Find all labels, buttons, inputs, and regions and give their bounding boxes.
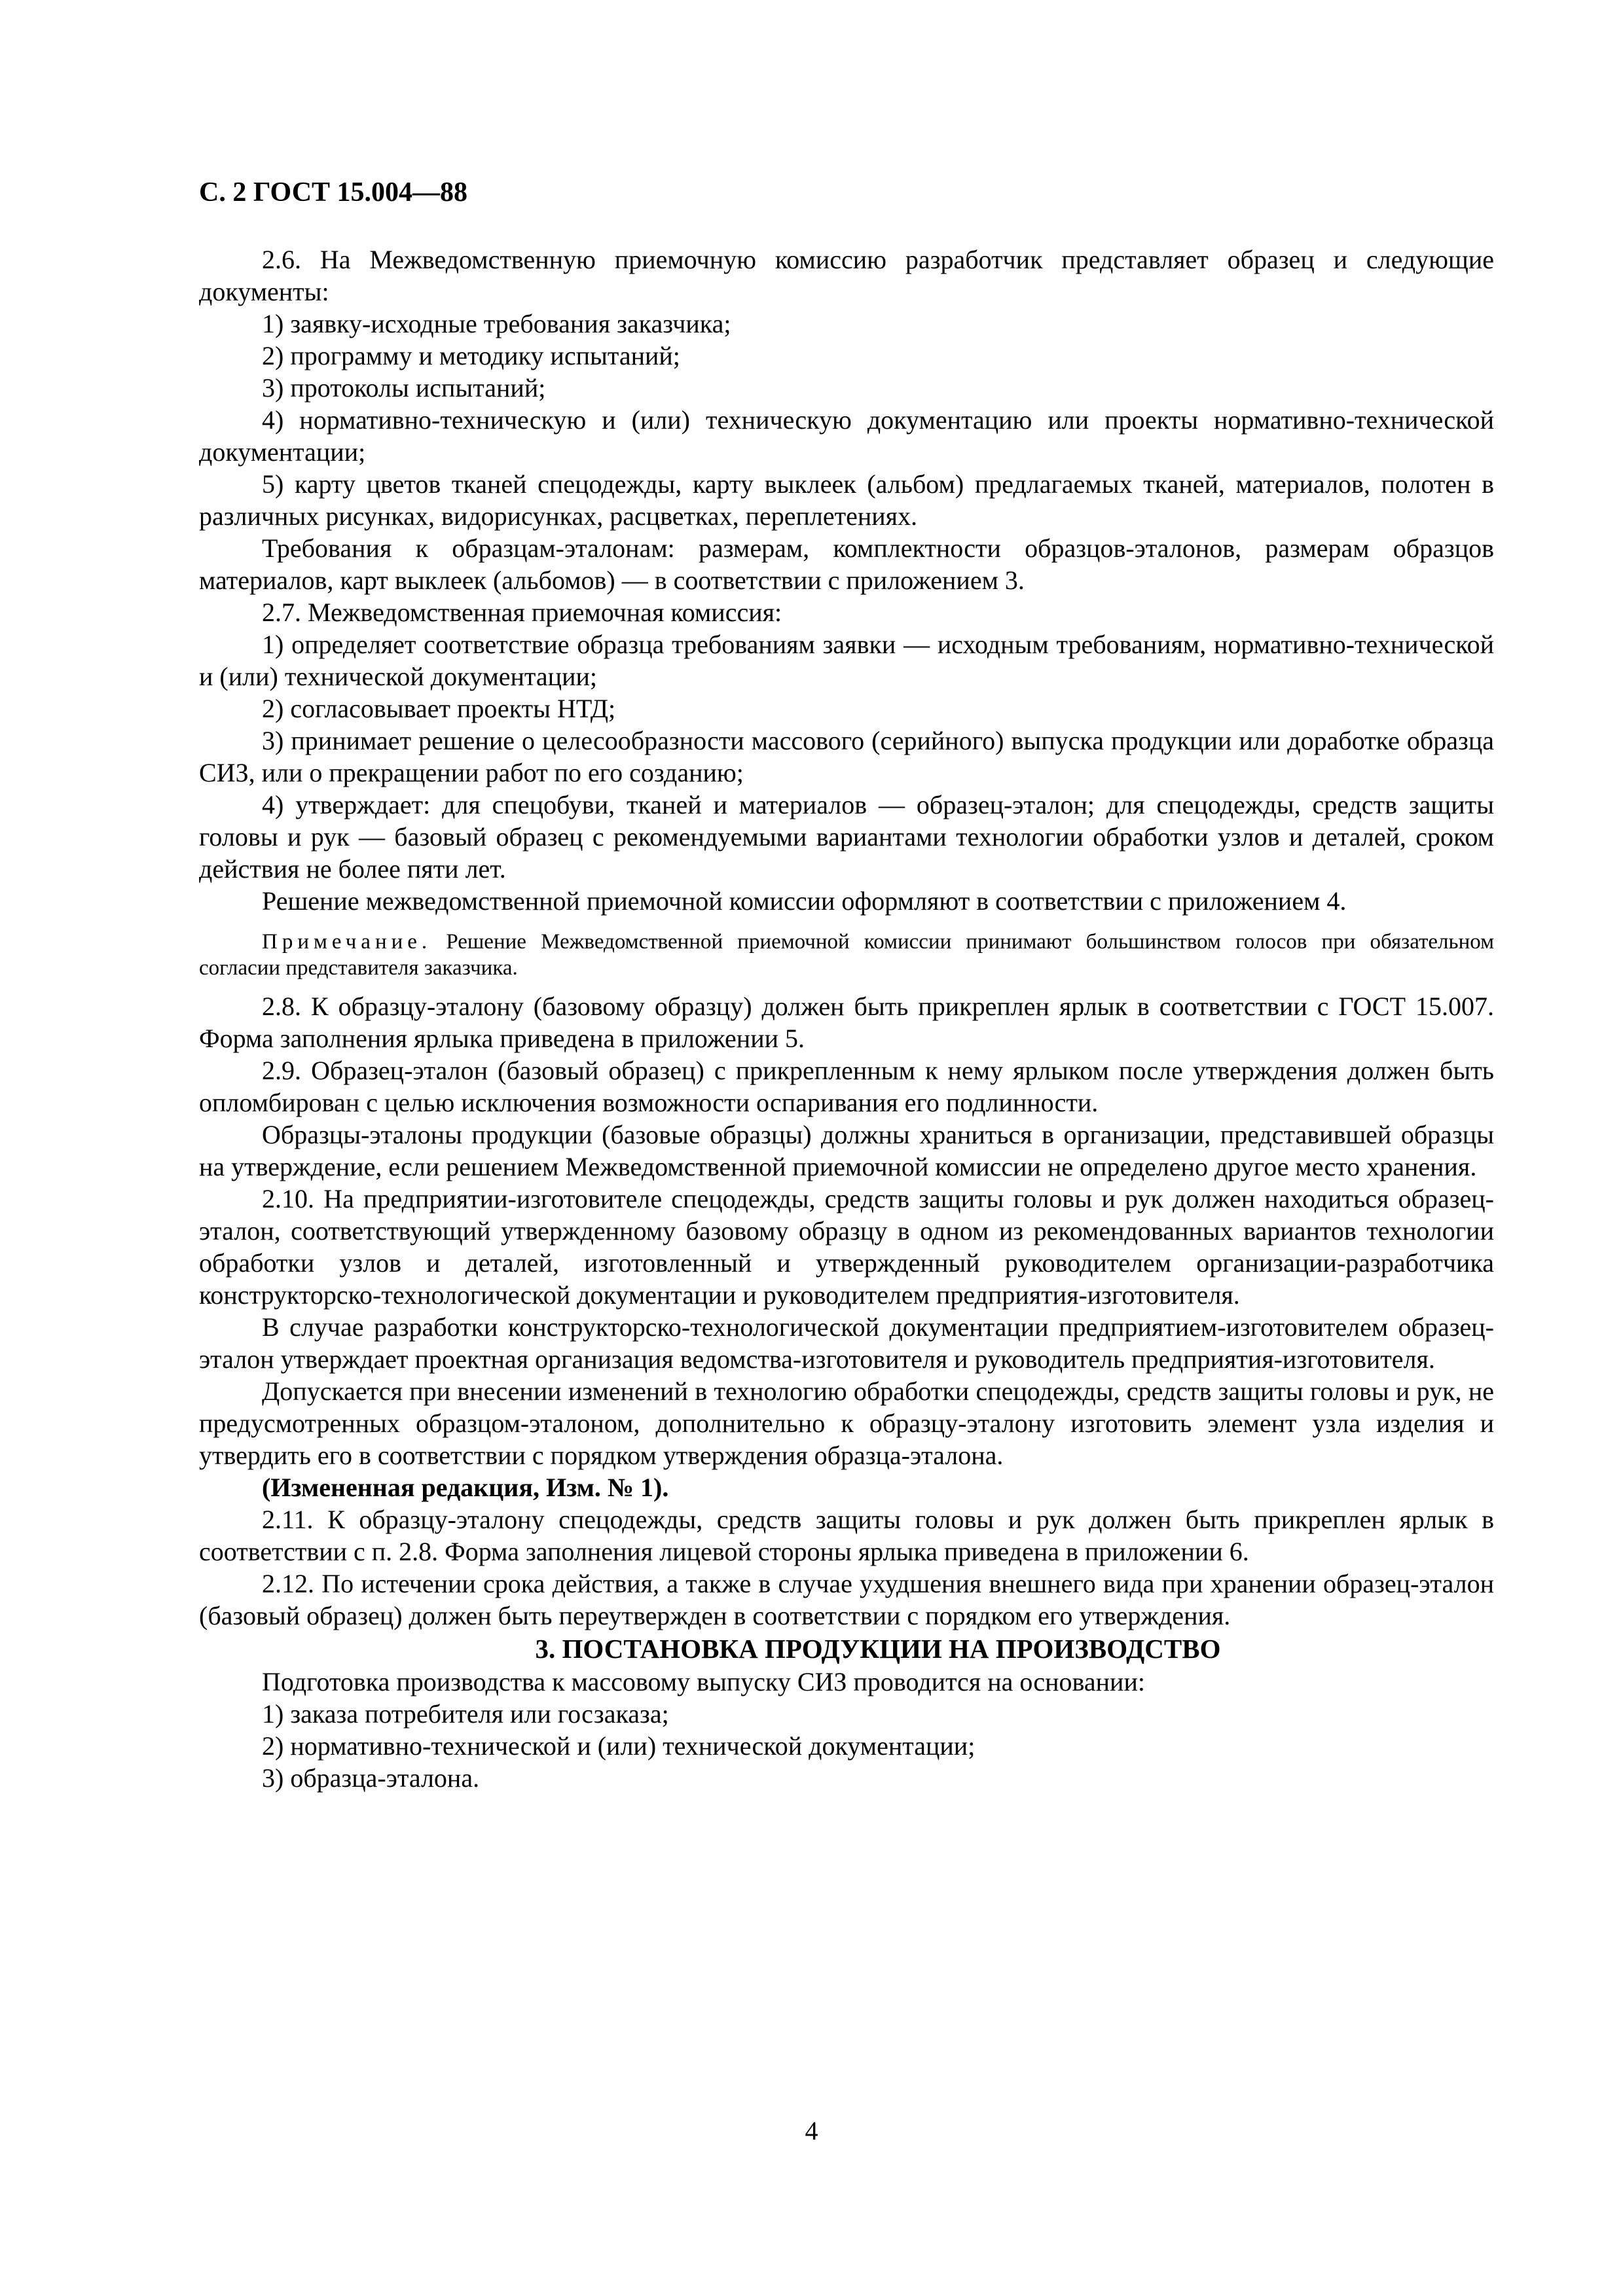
note bbox=[199, 929, 1494, 981]
clause-2-6: 2.6. На Межведомственную приемочную комиссию разработчик представляет образец и следующие документы: bbox=[199, 245, 1494, 306]
revision-note: (Измененная редакция, Изм. № 1). bbox=[262, 1473, 669, 1502]
list-item: 4) нормативно-техническую и (или) техническую документацию или проекты нормативно-технической документации; bbox=[199, 405, 1494, 467]
clause-2-8: 2.8. К образцу-эталону (базовому образцу) должен быть прикреплен ярлык в соответствии с ГОСТ 15.007. Форма заполнения ярлыка приведена в приложении 5. bbox=[199, 992, 1494, 1053]
page-header: С. 2 ГОСТ 15.004—88 bbox=[199, 177, 468, 207]
list-item: 1) заказа потребителя или госзаказа; bbox=[262, 1699, 669, 1729]
list-item: 3) принимает решение о целесообразности массового (серийного) выпуска продукции или доработке образца СИЗ, или о прекращении работ по его созданию; bbox=[199, 726, 1494, 787]
list-item: 3) протоколы испытаний; bbox=[262, 373, 546, 403]
list-item: 3) образца-эталона. bbox=[262, 1763, 480, 1793]
list-item: 1) определяет соответствие образца требованиям заявки — исходным требованиям, нормативно-технической и (или) технической документации; bbox=[199, 630, 1494, 691]
clause-2-11: 2.11. К образцу-эталону спецодежды, средств защиты головы и рук должен быть прикреплен ярлык в соответствии с п. 2.8. Форма заполнения лицевой стороны ярлыка приведена в приложении 6. bbox=[199, 1505, 1494, 1566]
list-item: 2) программу и методику испытаний; bbox=[262, 341, 680, 370]
list-item: 5) карту цветов тканей спецодежды, карту выклеек (альбом) предлагаемых тканей, материалов, полотен в различных рисунках, видорисунках, расцветках, переплетениях. bbox=[199, 469, 1494, 531]
list-item: 1) заявку-исходные требования заказчика; bbox=[262, 309, 731, 338]
paragraph: Образцы-эталоны продукции (базовые образцы) должны храниться в организации, представившей образцы на утверждение, если решением Межведомственной приемочной комиссии не определено другое место хранения. bbox=[199, 1120, 1494, 1181]
note-text: Решение Межведомственной приемочной комиссии принимают большинством голосов при обязательном согласии представителя заказчика. bbox=[199, 930, 1494, 980]
clause-2-12: 2.12. По истечении срока действия, а также в случае ухудшения внешнего вида при хранении образец-эталон (базовый образец) должен быть переутвержден в соответствии с порядком его утверждения. bbox=[199, 1569, 1494, 1630]
section-title: 3. ПОСТАНОВКА ПРОДУКЦИИ НА ПРОИЗВОДСТВО bbox=[535, 1634, 1221, 1664]
clause-2-9: 2.9. Образец-эталон (базовый образец) с прикрепленным к нему ярлыком после утверждения должен быть опломбирован с целью исключения возможности оспаривания его подлинности. bbox=[199, 1056, 1494, 1117]
clause-2-7: 2.7. Межведомственная приемочная комиссия: bbox=[262, 598, 782, 627]
document-body bbox=[199, 243, 1494, 1794]
paragraph: Решение межведомственной приемочной комиссии оформляют в соответствии с приложением 4. bbox=[262, 886, 1347, 916]
list-item: 4) утверждает: для спецобуви, тканей и материалов — образец-эталон; для спецодежды, средств защиты головы и рук — базовый образец с рекомендуемыми вариантами технологии обработки узлов и деталей, сроком действия не более пяти лет. bbox=[199, 790, 1494, 884]
list-item: 2) согласовывает проекты НТД; bbox=[262, 694, 616, 723]
page-number: 4 bbox=[805, 2116, 818, 2145]
paragraph: Требования к образцам-эталонам: размерам, комплектности образцов-эталонов, размерам образцов материалов, карт выклеек (альбомов) — в соответствии с приложением 3. bbox=[199, 533, 1494, 595]
list-item: 2) нормативно-технической и (или) технической документации; bbox=[262, 1731, 976, 1761]
paragraph: В случае разработки конструкторско-технологической документации предприятием-изготовителем образец-эталон утверждает проектная организация ведомства-изготовителя и руководитель предприятия-изготовителя. bbox=[199, 1312, 1494, 1374]
paragraph: Подготовка производства к массовому выпуску СИЗ проводится на основании: bbox=[262, 1667, 1145, 1696]
paragraph: Допускается при внесении изменений в технологию обработки спецодежды, средств защиты головы и рук, не предусмотренных образцом-эталоном, дополнительно к образцу-эталону изготовить элемент узла изделия и утвердить его в соответствии с порядком утверждения образца-эталона. bbox=[199, 1376, 1494, 1470]
clause-2-10: 2.10. На предприятии-изготовителе спецодежды, средств защиты головы и рук должен находиться образец-эталон, соответствующий утвержденному базовому образцу в одном из рекомендованных вариантов технологии обработки узлов и деталей, изготовленный и утвержденный руководителем организации-разработчика конструкторско-технологической документации и руководителем предприятия-изготовителя. bbox=[199, 1184, 1494, 1310]
note-label: Примечание. bbox=[262, 930, 432, 954]
